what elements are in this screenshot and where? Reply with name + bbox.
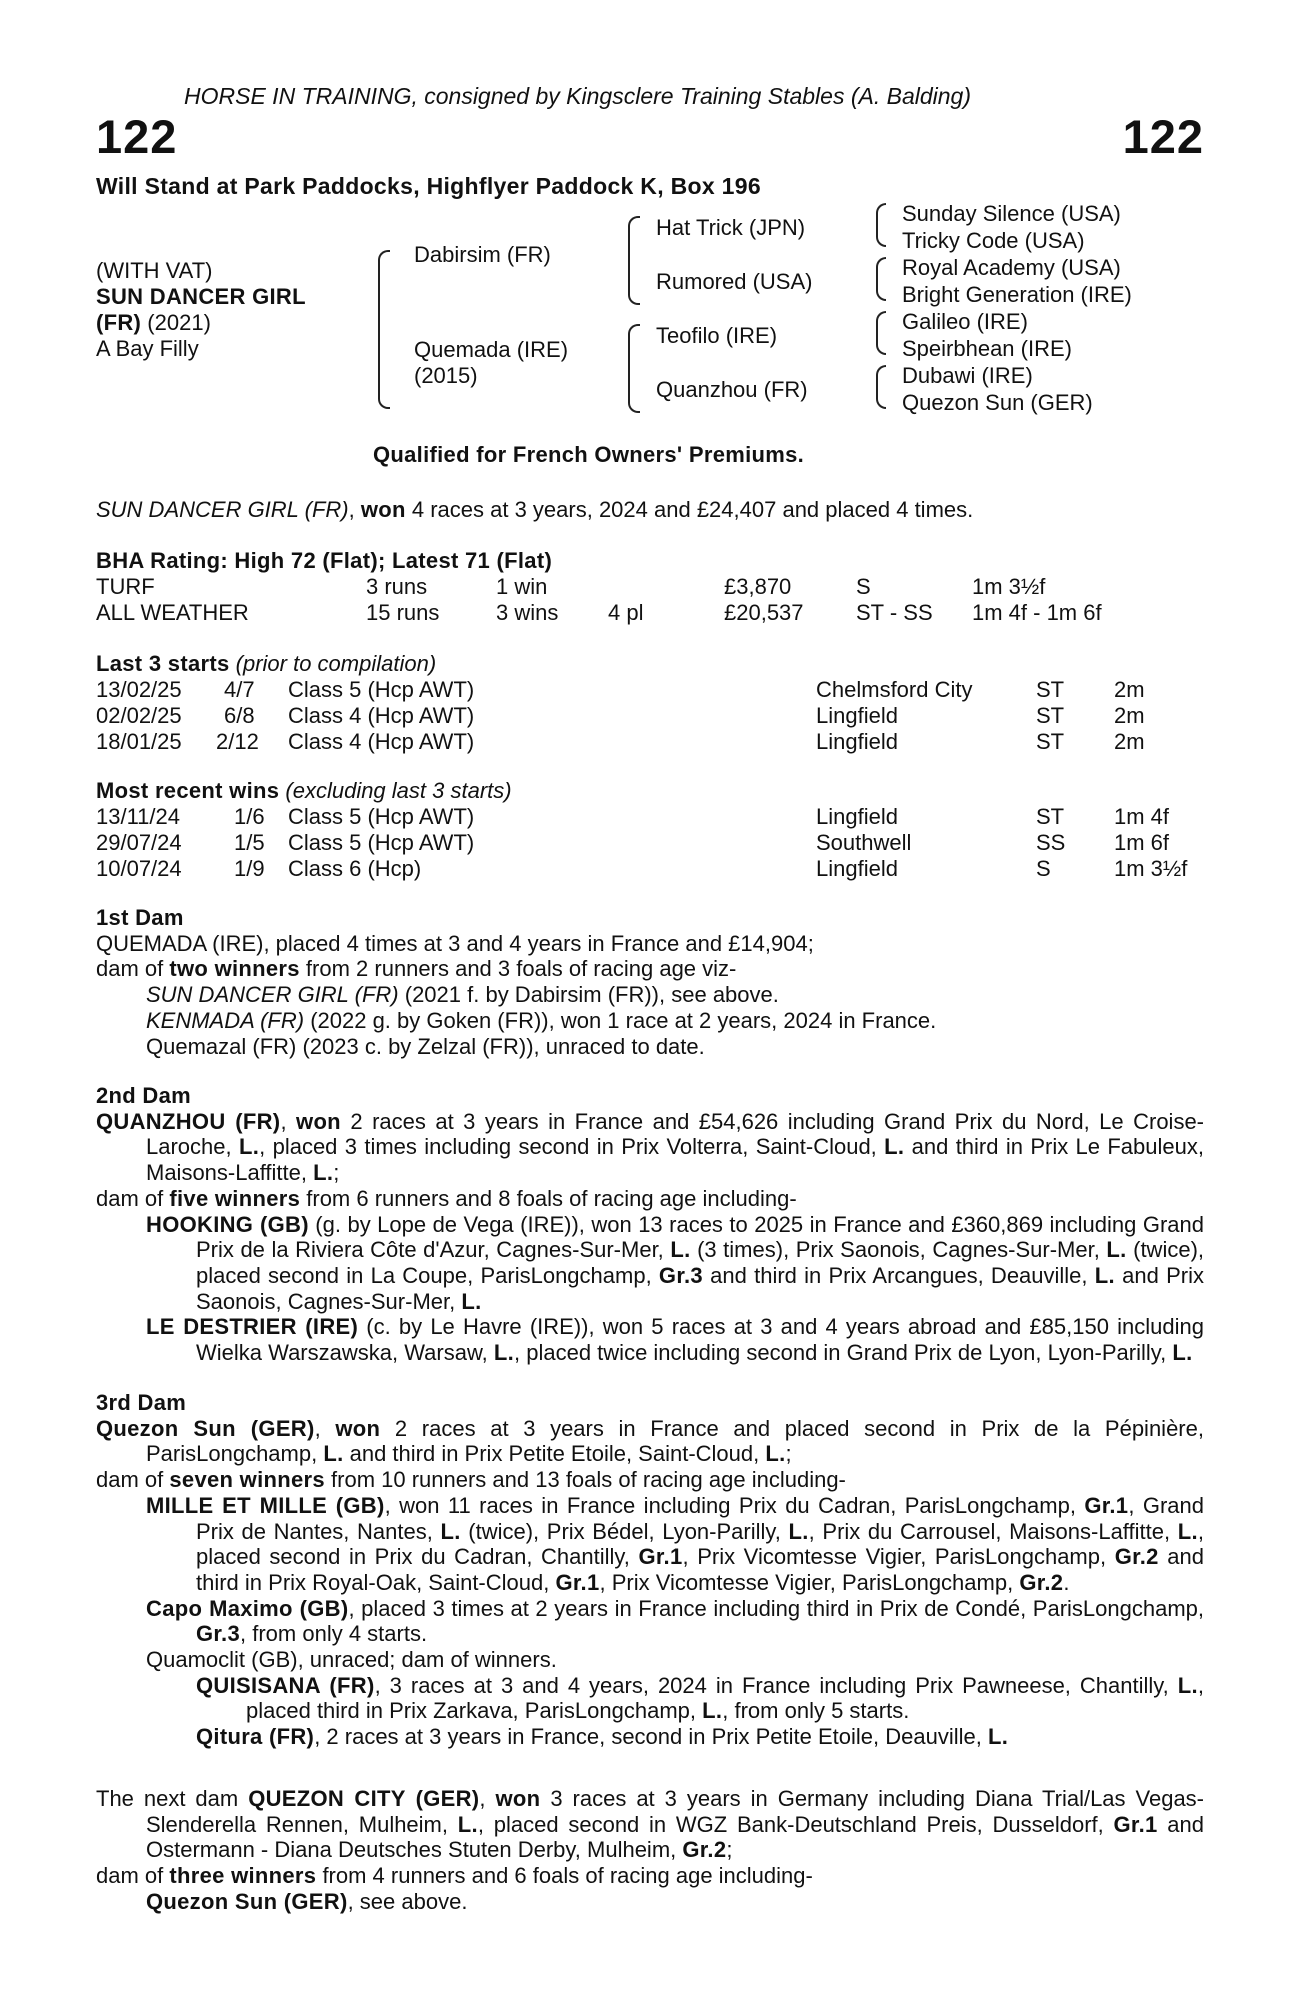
first-dam-section (96, 905, 1204, 1059)
pedigree-sire-dam: Rumored (USA) (656, 269, 813, 294)
third-dam-heading: 3rd Dam (96, 1390, 187, 1415)
start-class: Class 4 (Hcp AWT) (288, 703, 475, 728)
start-course: Lingfield (816, 703, 898, 728)
start-going: ST (1036, 703, 1065, 728)
third-dam-record: Quezon Sun (GER), won 2 races at 3 years in France and placed second in Prix de la Pépinière, ParisLongchamp, L. and third in Prix Petite Etoile, Saint-Cloud, L.; (96, 1415, 1204, 1467)
catalogue-page (96, 0, 1204, 2000)
win-date: 13/11/24 (96, 804, 181, 829)
quamoclit-offspring-qitura: Qitura (FR), 2 races at 3 years in France, second in Prix Petite Etoile, Deauville, L. (196, 1724, 1009, 1750)
summary-won: won (360, 497, 406, 522)
qualified-note: Qualified for French Owners' Premiums. (373, 442, 805, 467)
start-date: 02/02/25 (96, 703, 182, 728)
lot-number-left: 122 (96, 110, 178, 163)
start-class: Class 4 (Hcp AWT) (288, 729, 475, 754)
rating-wins: 3 wins (496, 600, 559, 625)
first-dam-produce: dam of two winners from 2 runners and 3 foals of racing age viz- (96, 956, 737, 982)
pedigree-brace-sire (628, 216, 640, 305)
second-dam-heading: 2nd Dam (96, 1083, 192, 1108)
horse-year: (2021) (141, 310, 211, 335)
pedigree-ddd: Quezon Sun (GER) (902, 390, 1093, 415)
win-date: 10/07/24 (96, 856, 182, 881)
pedigree-sire: Dabirsim (FR) (414, 242, 551, 267)
win-course: Southwell (816, 830, 912, 855)
pedigree-brace-sd (876, 257, 886, 301)
pedigree-dss: Galileo (IRE) (902, 309, 1028, 334)
win-class: Class 5 (Hcp AWT) (288, 830, 475, 855)
pedigree-brace-dd (876, 365, 886, 409)
pedigree-sire-sire: Hat Trick (JPN) (656, 215, 806, 240)
third-dam-offspring-quamoclit: Quamoclit (GB), unraced; dam of winners. (146, 1647, 557, 1673)
pedigree-brace-ds (876, 311, 886, 355)
recent-title (96, 778, 512, 804)
rating-runs: 15 runs (366, 600, 440, 625)
win-position: 1/9 (234, 856, 265, 881)
start-position: 6/8 (224, 703, 255, 728)
horse-description: A Bay Filly (96, 336, 199, 361)
next-dam-offspring: Quezon Sun (GER), see above. (146, 1888, 468, 1914)
win-distance: 1m 4f (1114, 804, 1170, 829)
pedigree-dam-sire: Teofilo (IRE) (656, 323, 778, 348)
recent-row (96, 804, 1204, 830)
start-course: Lingfield (816, 729, 898, 754)
pedigree-dam-dam: Quanzhou (FR) (656, 377, 808, 402)
stand-location: Will Stand at Park Paddocks, Highflyer Paddock K, Box 196 (96, 173, 761, 199)
recent-heading: Most recent wins (96, 778, 280, 803)
second-dam-offspring-hooking: HOOKING (GB) (g. by Lope de Vega (IRE)), won 13 races to 2025 in France and £360,869 including Grand Prix de la Riviera Côte d'Azur, Cagnes-Sur-Mer, L. (3 times), Prix Saonois, Cagnes-Sur-Mer, L. (twice), placed second in La Coupe, ParisLongchamp, Gr.3 and third in Prix Arcangues, Deauville, L. and Prix Saonois, Cagnes-Sur-Mer, L. (146, 1211, 1205, 1314)
win-position: 1/6 (234, 804, 265, 829)
pedigree-dsd: Speirbhean (IRE) (902, 336, 1072, 361)
third-dam-offspring-capo: Capo Maximo (GB), placed 3 times at 2 years in France including third in Prix de Condé, ParisLongchamp, Gr.3, from only 4 starts. (146, 1595, 1204, 1647)
first-dam-offspring: SUN DANCER GIRL (FR) (2021 f. by Dabirsim (FR)), see above. (146, 982, 779, 1008)
start-date: 13/02/25 (96, 677, 182, 702)
start-course: Chelmsford City (816, 677, 973, 702)
second-dam-record: QUANZHOU (FR), won 2 races at 3 years in France and £54,626 including Grand Prix du Nord, Le Croise-Laroche, L., placed 3 times including second in Prix Volterra, Saint-Cloud, L. and third in Prix Le Fabuleux, Maisons-Laffitte, L.; (96, 1108, 1205, 1186)
horse-name: SUN DANCER GIRL (96, 284, 306, 309)
rating-row-turf (96, 574, 1204, 600)
lot-number-right: 122 (1122, 110, 1204, 163)
quamoclit-offspring-quisisana: QUISISANA (FR), 3 races at 3 and 4 years, 2024 in France including Prix Pawneese, Chantilly, L., placed third in Prix Zarkava, ParisLongchamp, L., from only 5 starts. (196, 1672, 1204, 1724)
start-class: Class 5 (Hcp AWT) (288, 677, 475, 702)
first-dam-offspring: KENMADA (FR) (2022 g. by Goken (FR)), won 1 race at 2 years, 2024 in France. (146, 1007, 937, 1033)
pedigree-dds: Dubawi (IRE) (902, 363, 1033, 388)
recent-row (96, 856, 1204, 882)
win-going: ST (1036, 804, 1065, 829)
start-position: 4/7 (224, 677, 255, 702)
pedigree-brace-main (378, 250, 390, 409)
start-distance: 2m (1114, 677, 1145, 702)
start-going: ST (1036, 677, 1065, 702)
third-dam-offspring-mille: MILLE ET MILLE (GB), won 11 races in France including Prix du Cadran, ParisLongchamp, Gr.1, Grand Prix de Nantes, Nantes, L. (twice), Prix Bédel, Lyon-Parilly, L., Prix du Carrousel, Maisons-Laffitte, L., placed second in Prix du Cadran, Chantilly, Gr.1, Prix Vicomtesse Vigier, ParisLongchamp, Gr.2 and third in Prix Royal-Oak, Saint-Cloud, Gr.1, Prix Vicomtesse Vigier, ParisLongchamp, Gr.2. (146, 1492, 1205, 1595)
win-distance: 1m 3½f (1114, 856, 1188, 881)
win-position: 1/5 (234, 830, 265, 855)
horse-name-suffix (96, 310, 211, 336)
win-class: Class 5 (Hcp AWT) (288, 804, 475, 829)
win-distance: 1m 6f (1114, 830, 1170, 855)
pedigree-sss: Sunday Silence (USA) (902, 201, 1121, 226)
pedigree-brace-dam (628, 324, 640, 413)
rating-prize: £20,537 (724, 600, 804, 625)
rating-distance: 1m 4f - 1m 6f (972, 600, 1102, 625)
pedigree-sdd: Bright Generation (IRE) (902, 282, 1132, 307)
first-dam-offspring: Quemazal (FR) (2023 c. by Zelzal (FR)), unraced to date. (146, 1033, 705, 1059)
summary-horse: SUN DANCER GIRL (FR) (96, 497, 349, 522)
last3-title (96, 651, 436, 677)
rating-title: BHA Rating: High 72 (Flat); Latest 71 (Flat) (96, 548, 553, 573)
second-dam-section (96, 1083, 1204, 1366)
start-position: 2/12 (216, 729, 259, 754)
last3-heading: Last 3 starts (96, 651, 230, 676)
win-date: 29/07/24 (96, 830, 182, 855)
rating-placed: 4 pl (608, 600, 644, 625)
rating-row-aw (96, 600, 1204, 626)
win-going: S (1036, 856, 1051, 881)
rating-runs: 3 runs (366, 574, 428, 599)
next-dam-section (96, 1786, 1204, 1915)
rating-prize: £3,870 (724, 574, 792, 599)
pedigree-dam-year: (2015) (414, 363, 478, 388)
rating-going: ST - SS (856, 600, 933, 625)
rating-surface: TURF (96, 574, 155, 599)
last3-row (96, 703, 1204, 729)
pedigree-sds: Royal Academy (USA) (902, 255, 1121, 280)
rating-distance: 1m 3½f (972, 574, 1046, 599)
start-date: 18/01/25 (96, 729, 182, 754)
race-summary: SUN DANCER GIRL (FR), won 4 races at 3 years, 2024 and £24,407 and placed 4 times. (96, 497, 974, 522)
consignment-line: HORSE IN TRAINING, consigned by Kingsclere Training Stables (A. Balding) (184, 83, 971, 109)
next-dam-produce: dam of three winners from 4 runners and 6 foals of racing age including- (96, 1863, 813, 1889)
second-dam-offspring-destrier: LE DESTRIER (IRE) (c. by Le Havre (IRE)), won 5 races at 3 and 4 years abroad and £85,150 including Wielka Warszawska, Warsaw, L., placed twice including second in Grand Prix de Lyon, Lyon-Parilly, L. (146, 1314, 1204, 1366)
recent-note: (excluding last 3 starts) (279, 778, 512, 803)
win-course: Lingfield (816, 856, 898, 881)
next-dam-record: The next dam QUEZON CITY (GER), won 3 races at 3 years in Germany including Diana Trial/Las Vegas-Slenderella Rennen, Mulheim, L., placed second in WGZ Bank-Deutschland Preis, Dusseldorf, Gr.1 and Ostermann - Diana Deutsches Stuten Derby, Mulheim, Gr.2; (96, 1786, 1205, 1863)
last3-row (96, 677, 1204, 703)
vat-note: (WITH VAT) (96, 258, 213, 283)
rating-wins: 1 win (496, 574, 548, 599)
start-distance: 2m (1114, 729, 1145, 754)
recent-row (96, 830, 1204, 856)
pedigree-brace-ss (876, 203, 886, 247)
second-dam-produce: dam of five winners from 6 runners and 8 foals of racing age including- (96, 1185, 797, 1211)
start-distance: 2m (1114, 703, 1145, 728)
first-dam-line: QUEMADA (IRE), placed 4 times at 3 and 4 years in France and £14,904; (96, 930, 814, 956)
last3-note: (prior to compilation) (229, 651, 437, 676)
pedigree-dam: Quemada (IRE) (414, 337, 569, 362)
win-course: Lingfield (816, 804, 898, 829)
last3-row (96, 729, 1204, 755)
win-class: Class 6 (Hcp) (288, 856, 422, 881)
third-dam-section (96, 1390, 1204, 1750)
third-dam-produce: dam of seven winners from 10 runners and 13 foals of racing age including- (96, 1467, 846, 1493)
first-dam-heading: 1st Dam (96, 905, 184, 930)
rating-going: S (856, 574, 871, 599)
start-going: ST (1036, 729, 1065, 754)
win-going: SS (1036, 830, 1066, 855)
rating-surface: ALL WEATHER (96, 600, 249, 625)
pedigree-ssd: Tricky Code (USA) (902, 228, 1085, 253)
summary-rest: 4 races at 3 years, 2024 and £24,407 and placed 4 times. (405, 497, 974, 522)
horse-country: (FR) (96, 310, 142, 335)
